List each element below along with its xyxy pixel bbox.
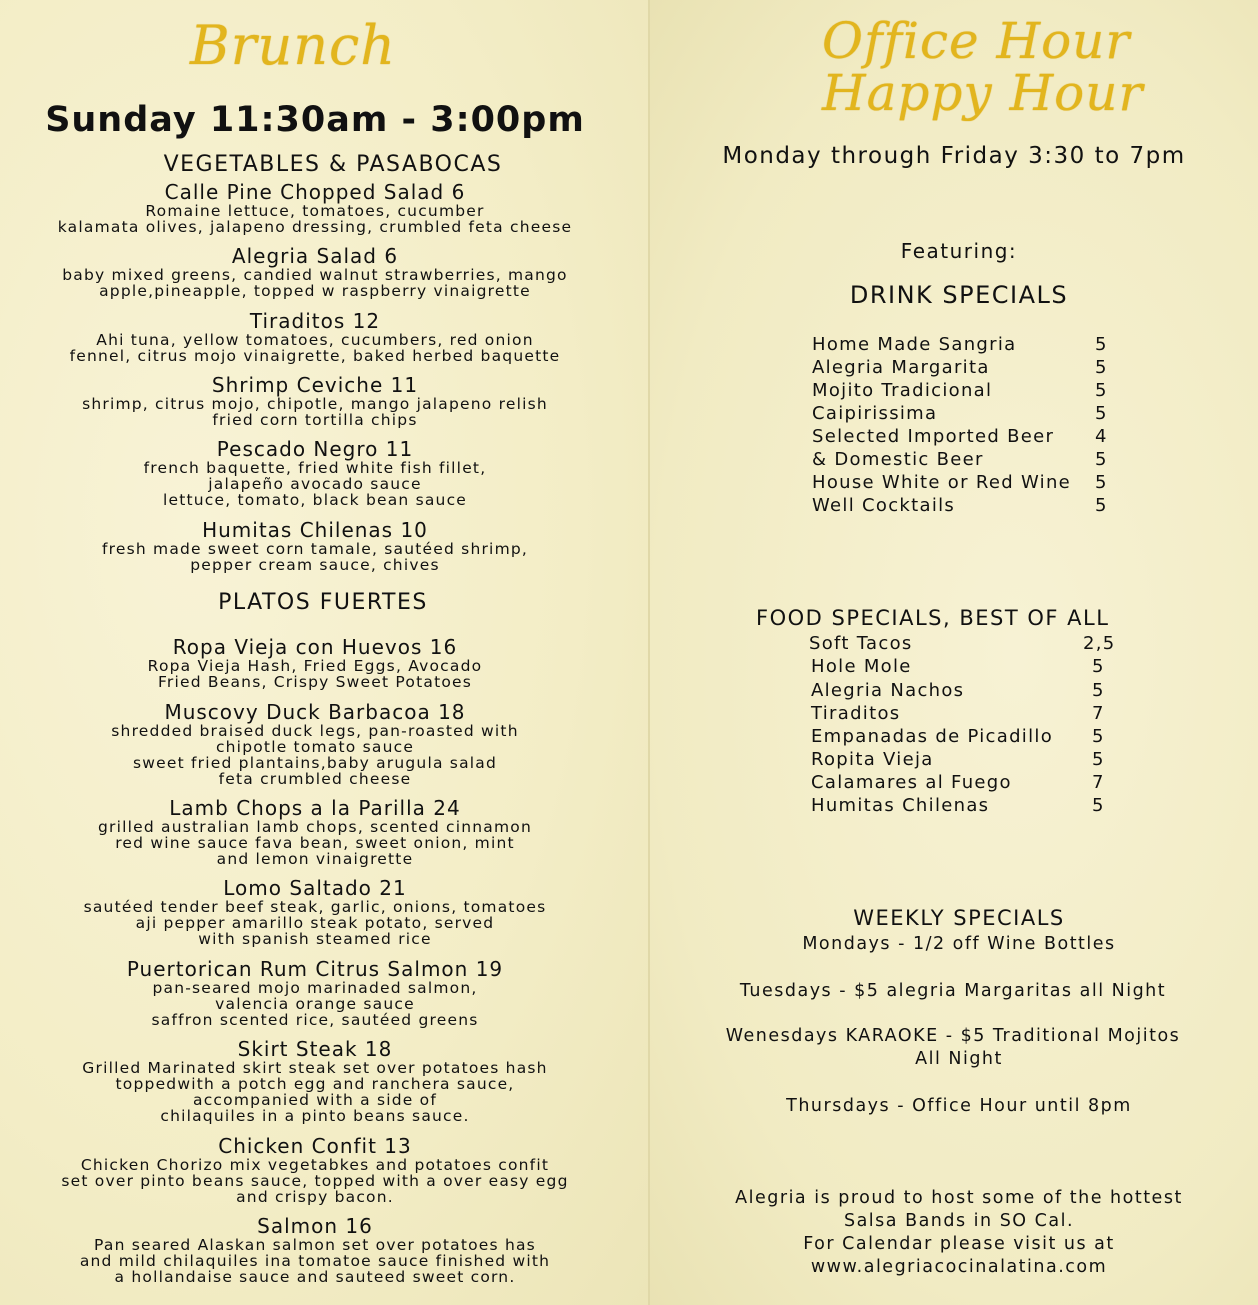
promo-line: For Calendar please visit us at: [803, 1234, 1115, 1254]
menu-item: [0, 797, 630, 867]
drink-name: Caipirissima: [812, 403, 938, 424]
menu-item: [0, 181, 630, 235]
brunch-hours: Sunday 11:30am - 3:00pm: [45, 100, 585, 140]
drink-name: House White or Red Wine: [812, 472, 1072, 493]
item-name: Muscovy Duck Barbacoa 18: [164, 700, 466, 724]
drink-name: Mojito Tradicional: [812, 380, 993, 401]
food-name: Alegria Nachos: [811, 680, 965, 701]
drink-name: & Domestic Beer: [812, 449, 984, 470]
item-desc: red wine sauce fava bean, sweet onion, mint: [115, 834, 515, 852]
item-desc: baby mixed greens, candied walnut strawberries, mango: [62, 266, 568, 284]
item-desc: chipotle tomato sauce: [215, 738, 415, 756]
happy-hour-title: Happy Hour: [822, 64, 1144, 122]
food-price: 7: [1092, 772, 1105, 793]
menu-item: [0, 310, 630, 364]
drink-price: 5: [1095, 357, 1108, 378]
food-name: Ropita Vieja: [811, 749, 934, 770]
item-desc: Fried Beans, Crispy Sweet Potatoes: [157, 673, 473, 691]
drink-price: 5: [1095, 495, 1108, 516]
drink-price: 5: [1095, 472, 1108, 493]
item-desc: Grilled Marinated skirt steak set over potatoes hash: [82, 1059, 548, 1077]
menu-item: [0, 245, 630, 299]
weekly-special: All Night: [915, 1049, 1003, 1069]
website-link[interactable]: www.alegriacocinalatina.com: [810, 1257, 1108, 1277]
food-price: 5: [1092, 749, 1105, 770]
brunch-title: Brunch: [190, 14, 397, 77]
item-desc: pan-seared mojo marinaded salmon,: [152, 979, 478, 997]
item-desc: shredded braised duck legs, pan-roasted with: [111, 722, 519, 740]
item-name: Lamb Chops a la Parilla 24: [169, 796, 461, 820]
drink-price: 5: [1095, 403, 1108, 424]
item-name: Lomo Saltado 21: [223, 876, 407, 900]
drink-price: 5: [1095, 334, 1108, 355]
item-desc: chilaquiles in a pinto beans sauce.: [160, 1107, 470, 1125]
weekly-special: Thursdays - Office Hour until 8pm: [786, 1096, 1132, 1116]
item-desc: Ahi tuna, yellow tomatoes, cucumbers, red onion: [96, 331, 534, 349]
item-desc: set over pinto beans sauce, topped with a over easy egg: [61, 1172, 569, 1190]
food-name: Hole Mole: [811, 656, 912, 677]
menu-item: [0, 877, 630, 947]
promo-line: Alegria is proud to host some of the hottest: [735, 1188, 1183, 1208]
drink-name: Well Cocktails: [812, 495, 956, 516]
happy-hour-days: Monday through Friday 3:30 to 7pm: [722, 143, 1186, 169]
item-desc: valencia orange sauce: [215, 995, 415, 1013]
drink-name: Home Made Sangria: [812, 334, 1017, 355]
food-price: 7: [1092, 703, 1105, 724]
item-name: Tiraditos 12: [249, 309, 381, 333]
menu-item: [0, 374, 630, 428]
weekly-special: Tuesdays - $5 alegria Margaritas all Night: [739, 981, 1167, 1001]
weekly-specials-heading: WEEKLY SPECIALS: [853, 906, 1065, 930]
item-desc: accompanied with a side of: [193, 1091, 437, 1109]
food-price: 5: [1092, 726, 1105, 747]
item-name: Chicken Confit 13: [218, 1134, 412, 1158]
section-heading-vegetables: VEGETABLES & PASABOCAS: [163, 152, 503, 177]
item-name: Shrimp Ceviche 11: [211, 373, 419, 397]
drink-price: 4: [1095, 426, 1108, 447]
menu-item: [0, 701, 630, 787]
office-hour-title: Office Hour: [822, 12, 1131, 70]
item-desc: aji pepper amarillo steak potato, served: [135, 914, 495, 932]
item-name: Alegria Salad 6: [231, 244, 399, 268]
item-name: Ropa Vieja con Huevos 16: [172, 635, 458, 659]
food-name: Calamares al Fuego: [811, 772, 1012, 793]
menu-item: [0, 438, 630, 508]
item-desc: Chicken Chorizo mix vegetabkes and potatoes confit: [80, 1156, 550, 1174]
item-desc: fresh made sweet corn tamale, sautéed shrimp,: [101, 540, 529, 558]
food-price: 5: [1092, 656, 1105, 677]
item-name: Humitas Chilenas 10: [202, 518, 428, 542]
item-desc: lettuce, tomato, black bean sauce: [162, 491, 468, 509]
food-price: 2,5: [1083, 633, 1116, 654]
item-name: Salmon 16: [257, 1214, 373, 1238]
drink-price: 5: [1095, 380, 1108, 401]
drink-specials-heading: DRINK SPECIALS: [849, 281, 1069, 309]
item-name: Puertorican Rum Citrus Salmon 19: [126, 957, 504, 981]
item-desc: saffron scented rice, sautéed greens: [151, 1011, 479, 1029]
menu-item: [0, 958, 630, 1028]
item-desc: and crispy bacon.: [236, 1188, 394, 1206]
menu-item: [0, 519, 630, 573]
drink-name: Selected Imported Beer: [812, 426, 1055, 447]
promo-line: Salsa Bands in SO Cal.: [843, 1211, 1075, 1231]
item-desc: and lemon vinaigrette: [216, 850, 414, 868]
food-name: Humitas Chilenas: [811, 795, 990, 816]
item-desc: sautéed tender beef steak, garlic, onions, tomatoes: [83, 898, 547, 916]
featuring-label: Featuring:: [900, 239, 1018, 263]
item-desc: Ropa Vieja Hash, Fried Eggs, Avocado: [147, 657, 483, 675]
item-desc: french baquette, fried white fish fillet,: [143, 459, 487, 477]
item-desc: apple,pineapple, topped w raspberry vinaigrette: [99, 282, 531, 300]
menu-item: [0, 1135, 630, 1205]
item-desc: and mild chilaquiles ina tomatoe sauce finished with: [79, 1252, 551, 1270]
food-name: Empanadas de Picadillo: [811, 726, 1054, 747]
item-desc: shrimp, citrus mojo, chipotle, mango jalapeno relish: [82, 395, 548, 413]
weekly-special: Wenesdays KARAOKE - $5 Traditional Mojitos: [725, 1026, 1181, 1046]
item-desc: toppedwith a potch egg and ranchera sauce,: [115, 1075, 515, 1093]
menu-item: [0, 1215, 630, 1285]
drink-name: Alegria Margarita: [812, 357, 990, 378]
item-desc: Romaine lettuce, tomatoes, cucumber: [145, 202, 485, 220]
drink-price: 5: [1095, 449, 1108, 470]
weekly-special: Mondays - 1/2 off Wine Bottles: [802, 934, 1116, 954]
item-desc: pepper cream sauce, chives: [190, 556, 440, 574]
section-heading-platos: PLATOS FUERTES: [218, 590, 428, 615]
item-desc: fennel, citrus mojo vinaigrette, baked herbed baquette: [69, 347, 561, 365]
item-name: Skirt Steak 18: [237, 1037, 393, 1061]
item-desc: a hollandaise sauce and sauteed sweet corn.: [114, 1268, 516, 1286]
menu-item: [0, 1038, 630, 1124]
item-desc: sweet fried plantains,baby arugula salad: [132, 754, 498, 772]
food-specials-heading: FOOD SPECIALS, BEST OF ALL: [756, 606, 1110, 630]
item-desc: jalapeño avocado sauce: [208, 475, 422, 493]
menu-item: [0, 636, 630, 690]
item-desc: feta crumbled cheese: [218, 770, 412, 788]
item-name: Pescado Negro 11: [216, 437, 414, 461]
item-name: Calle Pine Chopped Salad 6: [164, 180, 466, 204]
item-desc: Pan seared Alaskan salmon set over potatoes has: [94, 1236, 536, 1254]
item-desc: kalamata olives, jalapeno dressing, crumbled feta cheese: [57, 218, 573, 236]
item-desc: fried corn tortilla chips: [212, 411, 418, 429]
food-name: Tiraditos: [811, 703, 901, 724]
food-name: Soft Tacos: [809, 633, 913, 654]
item-desc: grilled australian lamb chops, scented cinnamon: [97, 818, 533, 836]
food-price: 5: [1092, 680, 1105, 701]
happy-hour-panel: [650, 0, 1258, 1305]
item-desc: with spanish steamed rice: [198, 930, 432, 948]
food-price: 5: [1092, 795, 1105, 816]
